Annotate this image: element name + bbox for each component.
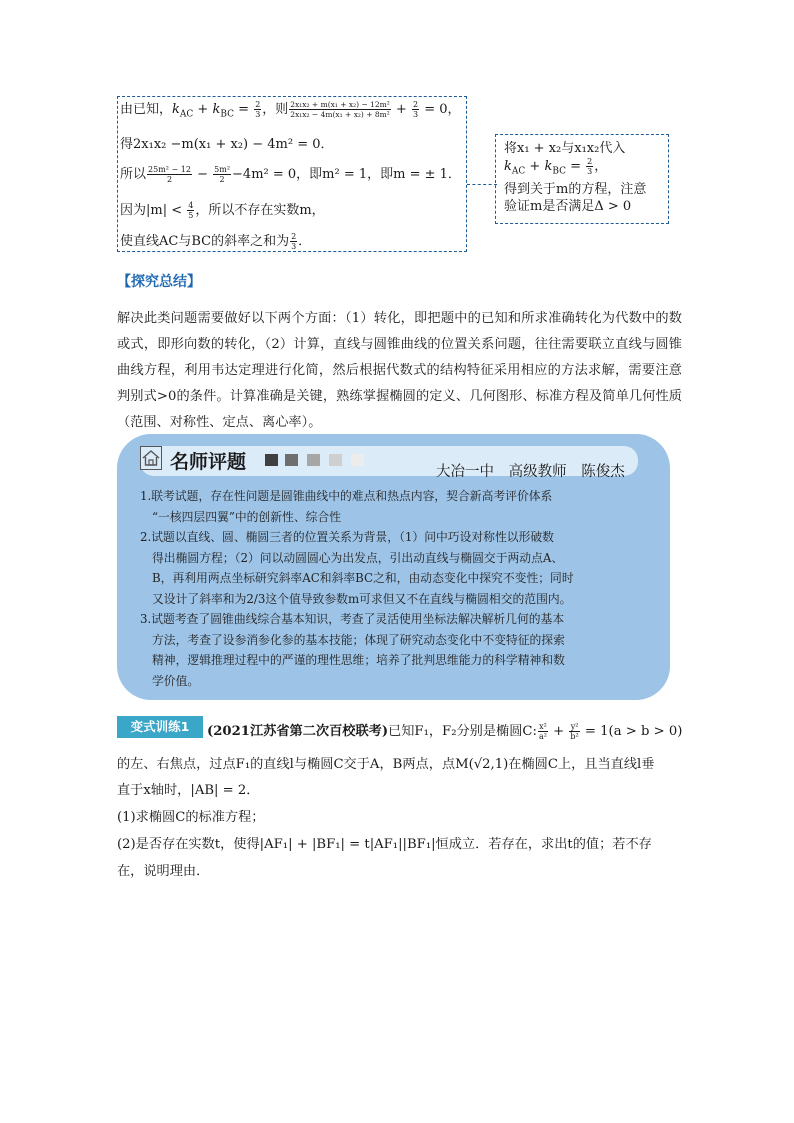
- text: =: [234, 102, 254, 117]
- text: = 0，: [420, 102, 461, 117]
- numerator: 2: [587, 157, 593, 166]
- note-line-1: 将x₁ + x₂与x₁x₂代入: [504, 141, 626, 156]
- decor-square-3: [307, 454, 320, 466]
- note-connector: [467, 184, 497, 185]
- denominator: 2: [219, 175, 225, 184]
- text: +: [548, 724, 569, 739]
- numerator: 2: [291, 232, 297, 241]
- decor-square-4: [329, 454, 342, 466]
- comment-line: 2.试题以直线、圆、椭圆三者的位置关系为背景，（1）问中巧设对称性以形破数: [140, 530, 554, 544]
- denominator: 3: [587, 167, 593, 176]
- comment-line: 1.联考试题，存在性问题是圆锥曲线中的难点和热点内容，契合新高考评价体系: [140, 489, 553, 503]
- section-heading: 【探究总结】: [117, 274, 201, 290]
- comment-line: 又设计了斜率和为2/3这个值导致参数m可求但又不在直线与椭圆相交的范围内。: [152, 591, 572, 606]
- solution-line-5: [120, 232, 311, 251]
- text: −: [192, 167, 213, 182]
- text: = 1(a > b > 0): [580, 724, 683, 739]
- text: ，: [594, 159, 608, 174]
- fraction: [538, 722, 548, 741]
- numerator: 25m² − 12: [148, 165, 191, 174]
- fraction: [412, 100, 419, 119]
- text: AC: [511, 166, 526, 177]
- text: + k: [525, 159, 553, 174]
- card-title: 名师评题: [170, 451, 247, 473]
- decor-square-5: [351, 454, 364, 466]
- text: k: [172, 102, 180, 117]
- numerator: 2: [412, 100, 419, 109]
- note-line-4: 验证m是否满足Δ > 0: [504, 198, 632, 214]
- text: 已知F₁，F₂分别是椭圆C:: [388, 724, 537, 739]
- solution-line-4: [120, 201, 325, 220]
- side-note: [495, 134, 669, 224]
- denominator: 3: [291, 242, 297, 251]
- home-icon: [140, 446, 162, 470]
- variant-line-3: 直于x轴时，|AB| = 2．: [117, 783, 260, 798]
- numerator: 2x₁x₂ + m(x₁ + x₂) − 12m²: [290, 100, 390, 109]
- variant-line-1: [207, 722, 682, 741]
- numerator: 4: [188, 201, 194, 210]
- comment-line: B，再利用两点坐标研究斜率AC和斜率BC之和，由动态变化中探究不变性；同时: [152, 571, 574, 585]
- decor-square-2: [285, 454, 298, 466]
- fraction: [187, 201, 194, 220]
- denominator: 3: [412, 110, 419, 119]
- text: 使直线AC与BC的斜率之和为: [120, 234, 290, 249]
- fraction: [569, 722, 579, 741]
- text: −4m² = 0，即m² = 1，即m = ± 1．: [232, 167, 461, 182]
- denominator: a²: [538, 732, 547, 741]
- fraction: [290, 232, 297, 251]
- solution-line-1: [120, 100, 461, 124]
- card-author: 大冶一中 高级教师 陈俊杰: [436, 464, 625, 480]
- denominator: 2: [166, 175, 173, 184]
- variant-question-2: (2)是否存在实数t，使得|AF₁| + |BF₁| = t|AF₁||BF₁|恒成立．若存在，求出t的值；若不存: [117, 837, 652, 852]
- fraction: [289, 100, 391, 119]
- source-label: (2021江苏省第二次百校联考): [207, 724, 389, 739]
- numerator: y²: [570, 722, 579, 731]
- fraction: [254, 100, 261, 119]
- note-line-2: [504, 157, 660, 181]
- text: 所以: [120, 167, 147, 182]
- variant-question-1: (1)求椭圆C的标准方程；: [117, 810, 265, 825]
- note-line-3: 得到关于m的方程，注意: [504, 181, 647, 197]
- numerator: 5m²: [214, 165, 231, 174]
- text: BC: [220, 109, 235, 120]
- text: ，则: [262, 102, 289, 117]
- comment-line: “一核四层四翼”中的创新性、综合性: [152, 509, 342, 524]
- card-body: [140, 486, 650, 691]
- solution-line-3: [120, 165, 461, 184]
- denominator: 2x₁x₂ − 4m(x₁ + x₂) + 8m²: [290, 110, 390, 119]
- fraction: [213, 165, 231, 184]
- decor-square-1: [265, 454, 278, 466]
- variant-training-badge: 变式训练1: [117, 716, 203, 738]
- variant-line-6: 在，说明理由．: [117, 864, 210, 879]
- text: ．: [298, 234, 312, 249]
- text: AC: [179, 109, 194, 120]
- text: ，所以不存在实数m，: [195, 203, 325, 218]
- comment-line: 学价值。: [152, 673, 200, 688]
- text: + k: [193, 102, 221, 117]
- text: k: [504, 159, 512, 174]
- summary-paragraph: 解决此类问题需要做好以下两个方面：（1）转化，即把题中的已知和所求准确转化为代数中的数或式，即形向数的转化，（2）计算，直线与圆锥曲线的位置关系问题，往往需要联立直线与圆锥曲线方程，利用韦达定理进行化简，然后根据代数式的结构特征采用相应的方法求解，需要注意判别式>0的条件。计算准确是关键，熟练掌握椭圆的定义、几何图形、标准方程及简单几何性质（范围、对称性、定点、离心率）。: [117, 311, 682, 430]
- fraction: [586, 157, 593, 176]
- variant-line-2: 的左、右焦点，过点F₁的直线l与椭圆C交于A，B两点，点M(√2,1)在椭圆C上，且当直线l垂: [117, 757, 655, 772]
- fraction: [147, 165, 192, 184]
- numerator: x²: [539, 722, 547, 731]
- text: BC: [552, 166, 566, 177]
- denominator: 3: [255, 110, 261, 119]
- denominator: 5: [188, 211, 194, 220]
- denominator: b²: [570, 732, 579, 741]
- text: =: [566, 159, 586, 174]
- text: 因为|m| <: [120, 203, 187, 218]
- comment-line: 3.试题考查了圆锥曲线综合基本知识，考查了灵活使用坐标法解决解析几何的基本: [140, 612, 565, 626]
- numerator: 2: [255, 100, 261, 109]
- comment-line: 精神，逻辑推理过程中的严谨的理性思维；培养了批判思维能力的科学精神和数: [152, 653, 565, 667]
- comment-line: 得出椭圆方程；（2）问以动圆圆心为出发点，引出动直线与椭圆交于两动点A、: [152, 550, 564, 565]
- comment-line: 方法，考查了设参消参化参的基本技能；体现了研究动态变化中不变特征的探索: [152, 632, 565, 647]
- text: 由已知，: [120, 102, 173, 117]
- text: +: [391, 102, 411, 117]
- solution-line-2: 得2x₁x₂ −m(x₁ + x₂) − 4m² = 0．: [120, 137, 334, 152]
